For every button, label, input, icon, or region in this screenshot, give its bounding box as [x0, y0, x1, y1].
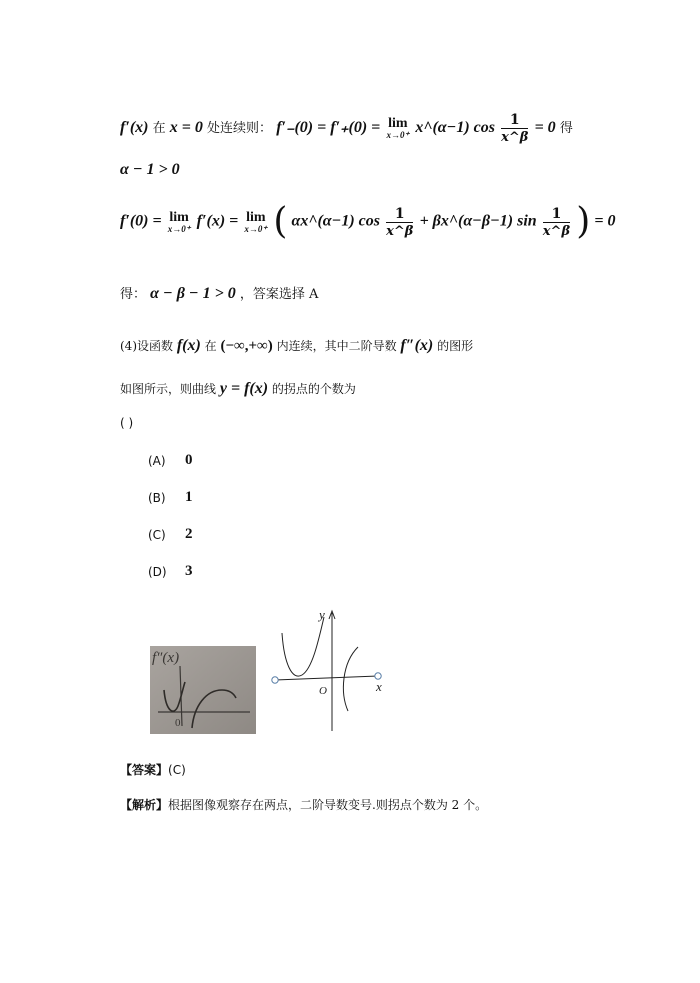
continuity-line [120, 113, 573, 144]
y-axis-label: y [319, 607, 325, 622]
option-b-value: 1 [185, 489, 193, 505]
analysis-text: 根据图像观察存在两点，二阶导数变号.则拐点个数为 2 个。 [168, 798, 488, 812]
fprime-zero: f′(0) = [120, 212, 162, 230]
alpha-inequality: α − 1 > 0 [120, 161, 180, 178]
option-a-value: 0 [185, 452, 193, 468]
cos-term: αx^(α−1) cos [291, 212, 380, 230]
option-b-label: (B) [148, 491, 166, 505]
origin-label: O [319, 685, 327, 697]
photo-axis-label: f″(x) [152, 650, 180, 666]
text-de: 得 [559, 121, 573, 136]
analysis-tag: 【解析】 [120, 798, 169, 812]
limit-operator-2: lim x→0⁺ [244, 209, 268, 234]
equals-zero-2: = 0 [594, 212, 616, 230]
handwritten-graph-photo [150, 646, 256, 734]
conclusion-line [120, 283, 318, 303]
derivative-limit-line [120, 201, 616, 242]
alpha-condition [120, 161, 180, 179]
answer-line [120, 761, 186, 778]
limit-operator: lim x→0⁺ [386, 116, 410, 140]
question-text-1: 设函数 [137, 339, 174, 353]
handwritten-graph-sketch [150, 646, 256, 734]
question-line-2 [120, 380, 356, 398]
answer-blank: ( ) [120, 416, 134, 430]
photo-origin: 0 [175, 717, 181, 729]
x-axis-left-endpoint [272, 677, 278, 683]
interval: (−∞,+∞) [220, 338, 273, 354]
option-a-label: (A) [148, 454, 166, 468]
analysis-line [120, 796, 487, 813]
option-d-label: (D) [148, 565, 167, 579]
fraction-1: $\frac{1}{x\^{}\beta}$ [386, 205, 414, 239]
x-axis-label: x [376, 679, 382, 694]
left-paren: ( [273, 201, 288, 242]
text-continuous: 处连续则： [207, 121, 273, 136]
x-axis [275, 676, 378, 680]
question-text-5: 如图所示，则曲线 [120, 382, 217, 396]
question-text-6: 的拐点的个数为 [271, 382, 356, 396]
option-a [148, 452, 193, 468]
answer-choice-text: ，答案选择 A [239, 287, 319, 302]
left-curve [282, 617, 324, 676]
equals-zero: = 0 [534, 119, 556, 136]
second-derivative: f″(x) [400, 337, 434, 354]
question-text-4: 的图形 [437, 339, 474, 353]
alpha-beta-inequality: α − β − 1 > 0 [150, 285, 236, 302]
second-derivative-graph [270, 603, 390, 733]
text-prefix: 得： [120, 287, 147, 302]
fraction: $\frac{1}{x\^{}\beta}$ [501, 112, 529, 145]
limit-operator-1: lim x→0⁺ [167, 209, 191, 234]
question-text-3: 内连续，其中二阶导数 [276, 339, 397, 353]
question-text-2: 在 [204, 339, 217, 353]
sin-term: + βx^(α−β−1) sin [419, 212, 537, 230]
option-c [148, 526, 193, 542]
limit-term: x^(α−1) cos [415, 119, 495, 136]
question-number: (4) [120, 339, 137, 353]
function-fx: f(x) [176, 337, 201, 354]
option-b [148, 489, 193, 505]
x-equals-zero: x = 0 [169, 119, 203, 136]
right-paren: ) [576, 201, 591, 242]
curve-equation: y = f(x) [219, 380, 269, 397]
answer-tag: 【答案】 [120, 763, 169, 777]
text-zai: 在 [152, 121, 166, 136]
option-c-value: 2 [185, 526, 193, 542]
fprime-x-equals: f′(x) = [196, 212, 239, 230]
option-c-label: (C) [148, 528, 166, 542]
right-curve [343, 647, 358, 711]
fprime-x: f′(x) [120, 119, 149, 136]
answer-value: (C) [168, 763, 186, 777]
question-line-1 [120, 337, 473, 355]
option-d-value: 3 [185, 563, 193, 579]
one-sided-derivatives: f′₋(0) = f′₊(0) = [276, 119, 381, 136]
fraction-2: $\frac{1}{x\^{}\beta}$ [542, 205, 571, 239]
option-d [148, 563, 193, 579]
